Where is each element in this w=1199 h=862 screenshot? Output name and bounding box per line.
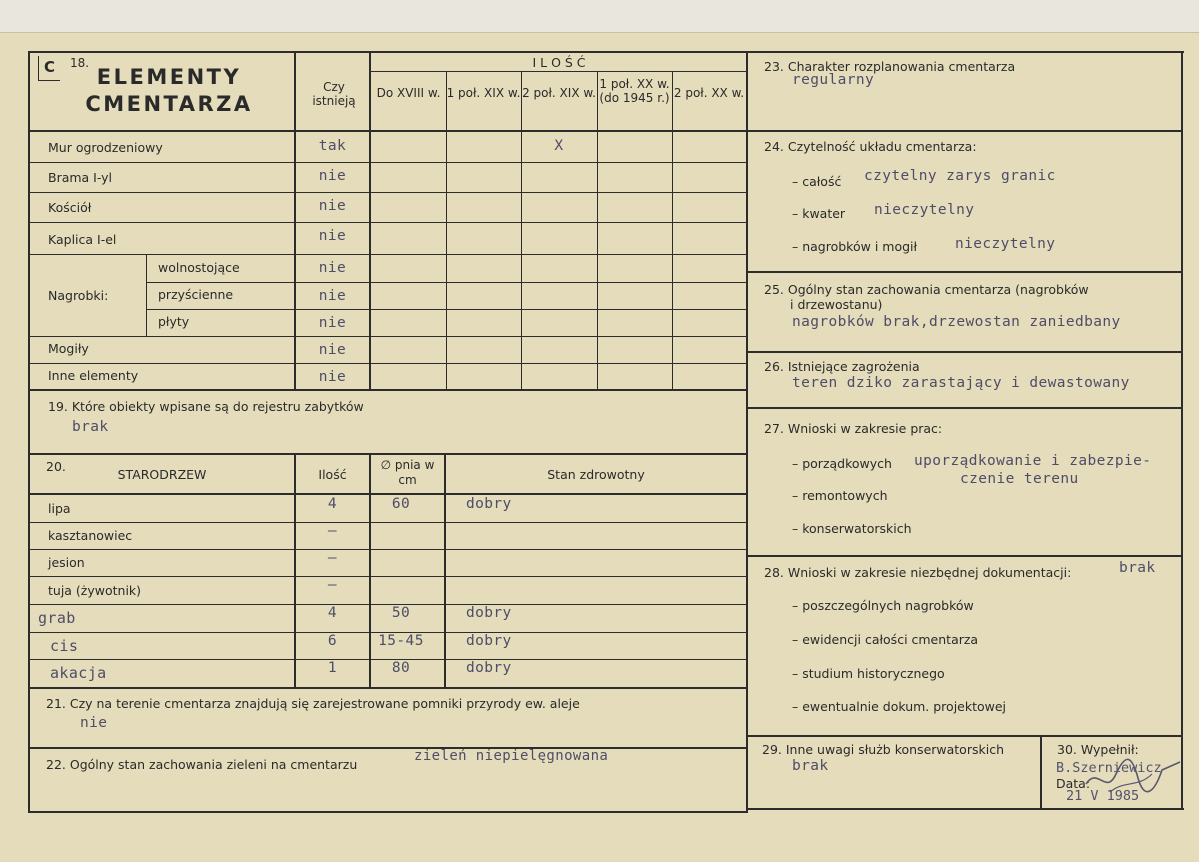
- tree-name-6: cis: [50, 637, 79, 655]
- tree-health-5: dobry: [466, 605, 512, 621]
- section-30-date-label: Data:: [1056, 776, 1091, 791]
- s24-item-label-3: – nagrobków i mogił: [792, 239, 918, 254]
- element-row-line-6: [146, 309, 746, 310]
- section-21-value: nie: [80, 715, 108, 731]
- element-label-6: przyścienne: [158, 287, 234, 302]
- element-row-line-4: [30, 254, 746, 255]
- s20-col1: [294, 454, 296, 688]
- col-stan-header: Stan zdrowotny: [547, 467, 645, 482]
- section-22-label: 22. Ogólny stan zachowania zieleni na cmentarzu: [46, 757, 358, 772]
- section-25-bottom: [748, 351, 1181, 353]
- period-col-line-1: [446, 72, 447, 390]
- s20-col2: [369, 454, 371, 688]
- tree-count-4: –: [327, 577, 338, 593]
- tree-health-7: dobry: [466, 660, 512, 676]
- section-25-value: nagrobków brak,drzewostan zaniedbany: [792, 314, 1121, 330]
- period-header-5: 2 poł. XX w.: [673, 86, 745, 100]
- s27-item-label-2: – remontowych: [792, 488, 888, 503]
- section-26-label: 26. Istniejące zagrożenia: [764, 359, 920, 374]
- element-exists-8: nie: [318, 342, 347, 358]
- s28-item-1: – poszczególnych nagrobków: [792, 598, 974, 613]
- element-label-1: Mur ogrodzeniowy: [48, 140, 163, 155]
- tree-name-4: tuja (żywotnik): [48, 583, 142, 598]
- section-19-bottom: [30, 453, 746, 455]
- section-21-bottom: [30, 747, 746, 749]
- c-badge: C: [38, 56, 60, 81]
- tree-name-2: kasztanowiec: [48, 528, 133, 543]
- section-29-label: 29. Inne uwagi służb konserwatorskich: [762, 742, 1004, 757]
- frame-right: [1181, 51, 1183, 810]
- frame-left: [28, 51, 30, 812]
- tree-name-5: grab: [38, 609, 76, 627]
- s24-item-value-2: nieczytelny: [874, 202, 975, 218]
- tree-count-6: 6: [327, 633, 338, 649]
- element-mark-1: X: [554, 138, 564, 154]
- section-24-bottom: [748, 271, 1181, 273]
- section-19-label: 19. Które obiekty wpisane są do rejestru zabytków: [48, 399, 364, 414]
- element-exists-4: nie: [318, 228, 347, 244]
- element-exists-7: nie: [318, 315, 347, 331]
- section-18-number: 18.: [70, 56, 90, 70]
- title-line2: CMENTARZA: [85, 92, 253, 116]
- element-label-3: Kościół: [48, 200, 92, 215]
- section-25-label-2: i drzewostanu): [790, 297, 883, 312]
- s24-item-value-1: czytelny zarys granic: [864, 168, 1056, 184]
- title-line1: ELEMENTY: [96, 65, 242, 89]
- s28-item-3: – studium historycznego: [792, 666, 945, 681]
- section-19-value: brak: [72, 419, 109, 435]
- period-col-line-3: [597, 72, 598, 390]
- s27-item-label-3: – konserwatorskich: [792, 521, 912, 536]
- element-exists-5: nie: [318, 260, 347, 276]
- frame-bottom-right: [748, 808, 1184, 810]
- signature-scribble: [1080, 744, 1184, 804]
- element-row-line-3: [30, 222, 746, 223]
- header-bottom-line: [30, 130, 746, 132]
- tree-diameter-6: 15-45: [378, 633, 424, 649]
- tree-row-line-2: [30, 549, 746, 550]
- section-27-label: 27. Wnioski w zakresie prac:: [764, 421, 943, 436]
- col-czy-header: Czy istnieją: [312, 80, 356, 108]
- tree-name-7: akacja: [50, 664, 107, 682]
- tree-diameter-1: 60: [391, 496, 411, 512]
- s28-item-2: – ewidencji całości cmentarza: [792, 632, 979, 647]
- section-26-value: teren dziko zarastający i dewastowany: [792, 375, 1130, 391]
- section-26-bottom: [748, 407, 1181, 409]
- period-col-line-2: [521, 72, 522, 390]
- nagrobki-label: Nagrobki:: [48, 288, 109, 303]
- period-header-3: 2 poł. XIX w.: [522, 86, 596, 100]
- section-18-bottom: [30, 389, 746, 391]
- tree-name-3: jesion: [48, 555, 85, 570]
- element-row-line-5: [146, 282, 746, 283]
- section-24-label: 24. Czytelność układu cmentarza:: [764, 139, 977, 154]
- section-18-title: [80, 64, 258, 118]
- element-exists-2: nie: [318, 168, 347, 184]
- section-23-value: regularny: [792, 72, 875, 88]
- section-28-value: brak: [1119, 560, 1156, 576]
- element-label-9: Inne elementy: [48, 368, 139, 383]
- s20-header-bottom: [30, 493, 746, 495]
- tree-count-7: 1: [327, 660, 338, 676]
- section-28-bottom: [748, 735, 1181, 737]
- ilosc-header: I L O Ś Ć: [532, 55, 586, 70]
- tree-row-line-1: [30, 522, 746, 523]
- s29-s30-divider: [1040, 736, 1042, 809]
- s24-item-label-2: – kwater: [792, 206, 846, 221]
- element-label-5: wolnostojące: [158, 260, 240, 275]
- section-29-value: brak: [792, 758, 829, 774]
- element-label-7: płyty: [158, 314, 190, 329]
- element-label-2: Brama I-yl: [48, 170, 113, 185]
- tree-count-2: –: [327, 523, 338, 539]
- period-header-4: 1 poł. XX w. (do 1945 r.): [599, 77, 670, 105]
- card-top-edge: [0, 0, 1199, 33]
- frame-top: [28, 51, 1184, 53]
- s24-item-label-1: – całość: [792, 174, 842, 189]
- tree-health-1: dobry: [466, 496, 512, 512]
- s27-item-value-1a: uporządkowanie i zabezpie-: [914, 453, 1152, 469]
- col-fi-header: ∅ pnia w cm: [380, 458, 435, 487]
- section-30-label: 30. Wypełnił:: [1057, 742, 1139, 757]
- s27-item-value-1b: czenie terenu: [960, 471, 1079, 487]
- tree-row-line-3: [30, 576, 746, 577]
- s28-item-4: – ewentualnie dokum. projektowej: [792, 699, 1007, 714]
- section-30-name: B.Szerniewicz: [1056, 760, 1162, 776]
- period-col-line-4: [672, 72, 673, 390]
- tree-count-3: –: [327, 550, 338, 566]
- section-27-bottom: [748, 555, 1181, 557]
- tree-name-1: lipa: [48, 501, 71, 516]
- element-exists-6: nie: [318, 288, 347, 304]
- element-row-line-2: [30, 192, 746, 193]
- s24-item-value-3: nieczytelny: [955, 236, 1056, 252]
- tree-health-6: dobry: [466, 633, 512, 649]
- section-23-label: 23. Charakter rozplanowania cmentarza: [764, 59, 1016, 74]
- element-exists-9: nie: [318, 369, 347, 385]
- s20-col3: [444, 454, 446, 688]
- tree-count-1: 4: [327, 496, 338, 512]
- section-28-label: 28. Wnioski w zakresie niezbędnej dokumentacji:: [764, 565, 1072, 580]
- element-exists-3: nie: [318, 198, 347, 214]
- section-22-value: zieleń niepielęgnowana: [414, 748, 609, 764]
- section-21-label: 21. Czy na terenie cmentarza znajdują się zarejestrowane pomniki przyrody ew. aleje: [46, 696, 580, 711]
- frame-bottom-left: [28, 811, 748, 813]
- section-23-bottom: [748, 130, 1181, 132]
- nagrobki-divider: [146, 254, 147, 336]
- frame-divider: [746, 51, 748, 813]
- element-label-8: Mogiły: [48, 341, 89, 356]
- section-20-bottom: [30, 687, 746, 689]
- section-20-number: 20.: [46, 459, 66, 474]
- element-exists-1: tak: [318, 138, 347, 154]
- element-row-line-8: [30, 363, 746, 364]
- element-row-line-7: [30, 336, 746, 337]
- ilosc-underline: [371, 71, 746, 72]
- section-25-label-1: 25. Ogólny stan zachowania cmentarza (nagrobków: [764, 282, 1089, 297]
- tree-diameter-5: 50: [391, 605, 411, 621]
- period-header-2: 1 poł. XIX w.: [446, 86, 521, 100]
- element-row-line-1: [30, 162, 746, 163]
- s27-item-label-1: – porządkowych: [792, 456, 892, 471]
- element-label-4: Kaplica I-el: [48, 232, 117, 247]
- col-ilosc-header: Ilość: [318, 467, 347, 482]
- tree-count-5: 4: [327, 605, 338, 621]
- section-20-title: STARODRZEW: [117, 467, 207, 482]
- tree-diameter-7: 80: [391, 660, 411, 676]
- section-30-date: 21 V 1985: [1066, 788, 1140, 804]
- period-header-1: Do XVIII w.: [376, 86, 441, 100]
